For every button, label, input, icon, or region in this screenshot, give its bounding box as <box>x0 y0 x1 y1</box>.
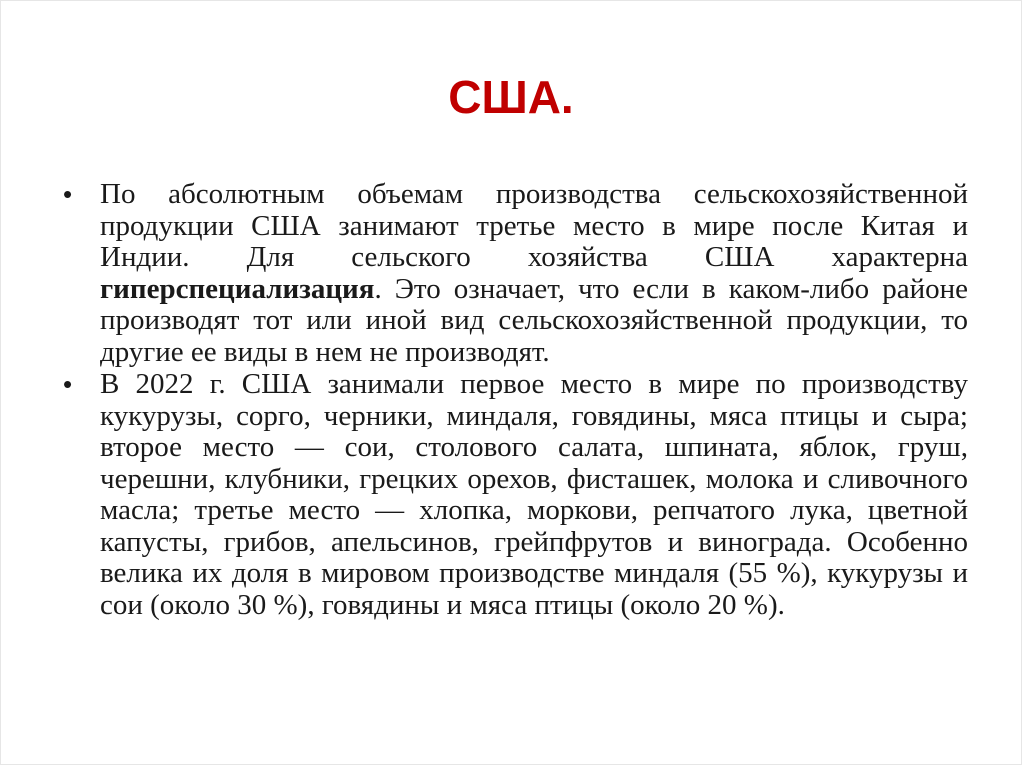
bullet-dot-icon: • <box>63 369 73 399</box>
bullet-1-text-after: . Это означает, что если в каком-либо районе производят тот или иной вид сельскохозяйственной продукции, то другие ее виды в нем не производят. <box>100 272 968 368</box>
bullet-dot-icon: • <box>63 179 73 209</box>
slide-title: США. <box>448 71 574 123</box>
bullet-1-bold-term: гиперспециализация <box>100 272 375 305</box>
bullet-1-text-before: По абсолютным объемам производства сельскохозяйственной продукции США занимают третье место в мире после Китая и Индии. Для сельского хозяйства США характерна <box>100 178 968 273</box>
bullet-2-text: В 2022 г. США занимали первое место в мире по производству кукурузы, сорго, черники, миндаля, говядины, мяса птицы и сыра; второе место — сои, столового салата, шпината, яблок, груш, черешни, клубники, грецких орехов, фисташек, молока и сливочного масла; третье место — хлопка, моркови, репчатого лука, цветной капусты, грибов, апельсинов, грейпфрутов и винограда. Особенно велика их доля в мировом производстве миндаля (55 %), кукурузы и сои (около 30 %), говядины и мяса птицы (около 20 %). <box>100 368 968 621</box>
bullet-item-1 <box>63 179 968 368</box>
bullet-item-2 <box>63 369 968 621</box>
bullet-list <box>63 179 968 622</box>
